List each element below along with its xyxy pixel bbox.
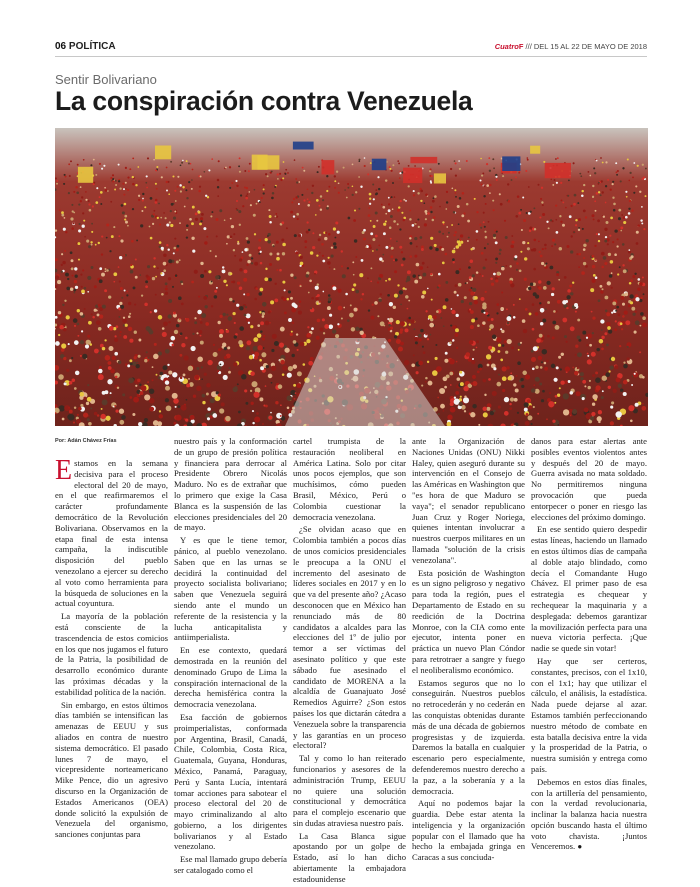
article-paragraph: Esta posición de Washington es un signo peligroso y negativo para toda la región, pues el Departamento de Estado en su reedición de la Doctrina Monroe, con la CIA como ente ejecutor, intenta poner en práctica un nuevo Plan Cóndor para retrotraer a sangre y fuego el neoliberalismo económico.: [412, 568, 525, 676]
article-paragraph: Estamos en la semana decisiva para el proceso electoral del 20 de mayo, en el que reafirmaremos el carácter profundamente democrático de la Revolución Bolivariana. Observamos en la etapa final de esta intensa campaña, la indiscutible disposición del pueblo venezolano a ejercer su derecho al voto como herramienta para la búsqueda de soluciones en la actual coyuntura.: [55, 458, 168, 609]
end-mark-icon: ●: [577, 842, 582, 851]
article-paragraph: La mayoría de la población está consciente de la trascendencia de estos comicios en los que nos jugamos el futuro de la Patria, la posibilidad de desarrollo económico durante las próximas décadas y la estabilidad política de la nación.: [55, 611, 168, 697]
article-paragraph: Debemos en estos días finales, con la artillería del pensamiento, con la verdad revolucionaria, inclinar la balanza hacia nuestra opción buscando hasta el último voto chavista. ¡Juntos Venceremos. ●: [531, 777, 647, 854]
article-paragraph: nuestro país y la conformación de un grupo de presión política y financiera para derrocar al Presidente Obrero Nicolás Maduro. No es de extrañar que lo primero que exige la Casa Blanca es la suspensión de las elecciones presidenciales del 20 de mayo.: [174, 436, 287, 533]
article-kicker: Sentir Bolivariano: [55, 72, 157, 87]
article-paragraph: Tal y como lo han reiterado funcionarios y asesores de la administración Trump, EEUU no quiere una solución constitucional y democrática para el complejo escenario que sin dudas atraviesa nuestro país.: [293, 753, 406, 829]
article-paragraph: En ese contexto, quedará demostrada en la reunión del denominado Grupo de Lima la conspiración internacional de la derecha hemisférica contra la democracia venezolana.: [174, 645, 287, 710]
section-name: POLÍTICA: [69, 41, 116, 52]
rally-crowd-image: [55, 128, 648, 426]
issue-info: [495, 42, 647, 51]
article-paragraph: danos para estar alertas ante posibles eventos violentos antes y después del 20 de mayo. Guerra avisada no mata soldado. No permitiremos ninguna provocación que pueda entorpecer o poner en riesgo las elecciones del próximo domingo.: [531, 436, 647, 522]
page-header: [55, 40, 647, 57]
article-column-3: [293, 436, 406, 887]
article-paragraph: La Casa Blanca sigue apostando por un golpe de Estado, así lo han dicho abiertamente la embajadora estadounidense: [293, 831, 406, 885]
article-column-2: [174, 436, 287, 878]
page-number: 06: [55, 41, 66, 52]
article-byline: Por: Adán Chávez Frías: [55, 438, 117, 444]
issue-date: /// DEL 15 AL 22 DE MAYO DE 2018: [526, 42, 647, 51]
article-paragraph: ¿Se olvidan acaso que en Colombia también a pocos días de unos comicios presidenciales le preocupa a la ONU el incremento del asesinato de líderes sociales en 2017 y en lo que va del presente año? ¿Acaso desconocen que en México han renunciado más de 80 candidatos a alcaldes para las elecciones del 1º de julio por temor a ser víctimas del asesinato político y que este sábado fue asesinado el candidato de MORENA a la alcaldía de Guanajuato José Remedios Aguirre? ¿Son estos países los que dictarán cátedra a Venezuela sobre la transparencia y las garantías en un proceso electoral?: [293, 524, 406, 751]
article-paragraph: ante la Organización de Naciones Unidas (ONU) Nikki Haley, quien aseguró durante su intervención en el Consejo de las Américas en Washington que "es hora de que Maduro se vaya"; el senador republicano Juan Cruz y Roger Noriega, quienes intentan involucrar a nuestros cuerpos militares en un llamada "solución de la crisis venezolana".: [412, 436, 525, 566]
article-paragraph: Y es que le tiene temor, pánico, al pueblo venezolano. Saben que en las urnas se decidirá la continuidad del proyecto socialista bolivariano; saben que Venezuela seguirá siendo ante el mundo un referente de la resistencia y la lucha anticapitalista y antiimperialista.: [174, 535, 287, 643]
article-paragraph: En ese sentido quiero despedir estas líneas, haciendo un llamado en estos últimos días de campaña al doble atajo blindado, como decía el Comandante Hugo Chávez. El primer paso de esa estrategia es chequear y rechequear la maquinaria y a desplegada: debemos garantizar la movilización perfecta para una nueva victoria perfecta. ¡Que nadie se quede sin votar!: [531, 524, 647, 654]
drop-cap: E: [55, 459, 72, 483]
brand-logo-icon: F: [519, 42, 524, 51]
article-column-5: [531, 436, 647, 855]
article-column-4: [412, 436, 525, 865]
article-paragraph: Estamos seguros que no lo conseguirán. Nuestros pueblos no retrocederán y no cederán en las conquistas obtenidas durante más de una década de gobiernos progresistas y de izquierda. Daremos la batalla en cualquier escenario pero especialmente, defenderemos nuestro derecho a la paz, a la soberanía y a la democracia.: [412, 678, 525, 797]
article-paragraph: Ese mal llamado grupo debería ser catalogado como el: [174, 854, 287, 876]
article-paragraph: Hay que ser certeros, constantes, precisos, con el 1x10, con el 1x1; hay que utilizar el cálculo, el análisis, la estadística. Nada puede dejarse al azar. Estamos también perfeccionando nuestro método de combate en esta batalla decisiva entre la vida y la prosperidad de la Patria, o nuestra sumisión y entrega como país.: [531, 656, 647, 775]
article-paragraph: Esa facción de gobiernos proimperialistas, conformada por Argentina, Brasil, Canadá, Chile, Colombia, Costa Rica, Guatemala, Guyana, Honduras, México, Panamá, Paraguay, Perú y Santa Lucía, intentará tomar acciones para sabotear el proceso electoral del 20 de mayo criminalizando al alto gobierno, a los dirigentes bolivarianos y al Estado venezolano.: [174, 712, 287, 852]
article-paragraph: Aquí no podemos bajar la guardia. Debe estar atenta la inteligencia y la organización popular con el llamado que ha hecho la embajada gringa en Caracas a sus conciuda-: [412, 798, 525, 863]
article-paragraph: cartel trumpista de la restauración neoliberal en América Latina. Solo por citar unos pocos ejemplos, que son muchísimos, cómo pueden Brasil, México, Perú o Colombia cuestionar la democracia venezolana.: [293, 436, 406, 522]
article-headline: La conspiración contra Venezuela: [55, 86, 472, 117]
article-column-1: [55, 458, 168, 842]
rally-crowd-photo: [55, 128, 648, 426]
section-label: [55, 41, 116, 52]
brand-name: Cuatro: [495, 42, 519, 51]
article-paragraph: Sin embargo, en estos últimos días también se intensifican las amenazas de EEUU y sus aliados en contra de nuestro sistema democrático. El pasado lunes 7 de mayo, el vicepresidente norteamericano Mike Pence, dio un agresivo discurso en la Organización de Estados Americanos (OEA) donde solicitó la expulsión de Venezuela del organismo, sanciones conjuntas para: [55, 700, 168, 840]
